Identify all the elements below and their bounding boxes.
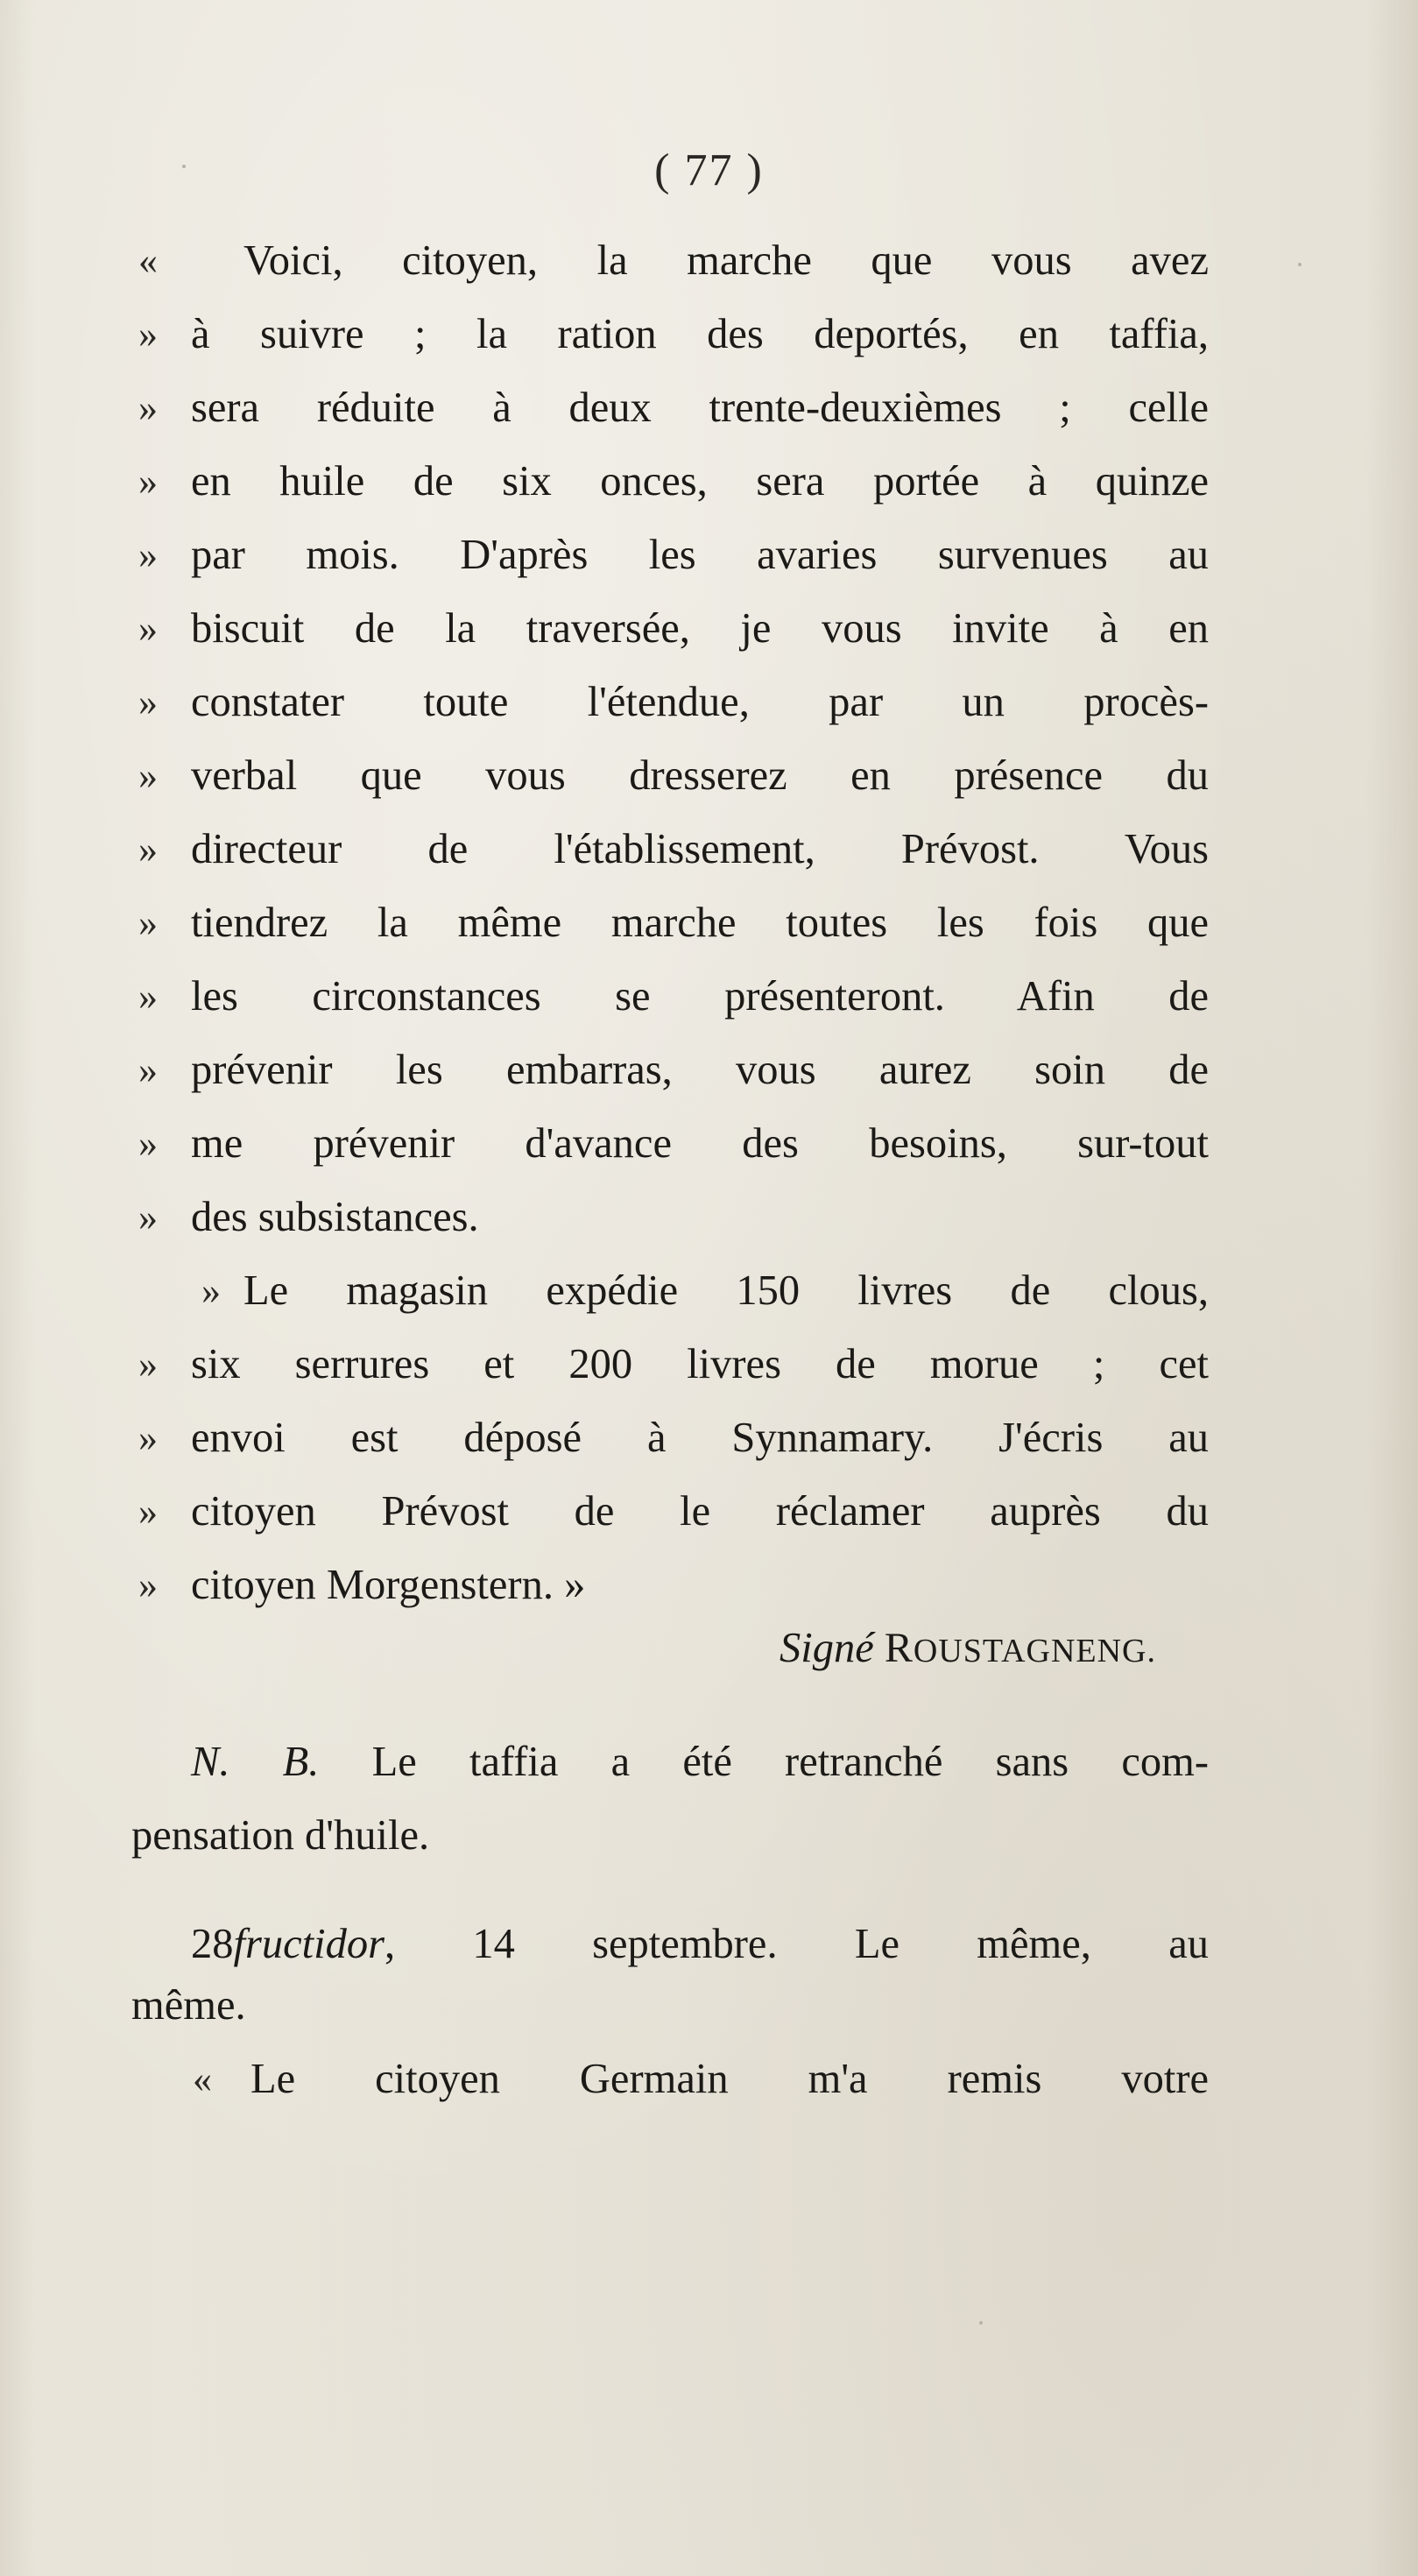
quote-mark: » (138, 1343, 158, 1386)
text-line: envoi est déposé à Synnamary. J'écris au (191, 1415, 1209, 1461)
quote-mark: « (193, 2057, 212, 2100)
text-line: Le magasin expédie 150 livres de clous, (243, 1267, 1209, 1314)
quote-mark: » (138, 1416, 158, 1459)
text-line: en huile de six onces, sera portée à quinze (191, 458, 1209, 505)
quote-mark: » (138, 1122, 158, 1165)
nb-label: N. B. (191, 1739, 320, 1785)
text-line: constater toute l'étendue, par un procès- (191, 679, 1209, 725)
text-line: des subsistances. (191, 1194, 479, 1240)
text-line: directeur de l'établissement, Prévost. Vous (191, 826, 1209, 872)
text-line: Voici, citoyen, la marche que vous avez (243, 237, 1209, 284)
quote-mark: » (138, 828, 158, 871)
quote-mark: » (138, 607, 158, 650)
quote-mark: » (138, 901, 158, 944)
paper-speck (979, 2321, 983, 2325)
signature-prefix: Signé (779, 1625, 874, 1671)
nb-line: N. B. Le taffia a été retranché sans com- (191, 1739, 1209, 1785)
text-line: Le citoyen Germain m'a remis votre (250, 2056, 1209, 2102)
text-line: citoyen Prévost de le réclamer auprès du (191, 1488, 1209, 1535)
quote-mark: » (138, 1048, 158, 1091)
quote-mark: » (138, 533, 158, 576)
quote-mark: » (138, 681, 158, 723)
text-line: biscuit de la traversée, je vous invite à en (191, 605, 1209, 652)
text-line: verbal que vous dresserez en présence du (191, 752, 1209, 799)
entry-header-line: 28fructidor, 14 septembre. Le même, au (191, 1921, 1209, 1967)
quote-mark: » (138, 1196, 158, 1239)
quote-mark: » (201, 1269, 221, 1312)
text-line: six serrures et 200 livres de morue ; cet (191, 1341, 1209, 1387)
quote-mark: » (138, 1563, 158, 1606)
paper-speck (1298, 263, 1302, 266)
quote-mark: » (138, 1490, 158, 1533)
entry-month: fructidor (233, 1921, 384, 1967)
text-line: citoyen Morgenstern. » (191, 1562, 586, 1608)
text-line: par mois. D'après les avaries survenues au (191, 532, 1209, 578)
text-line: prévenir les embarras, vous aurez soin de (191, 1047, 1209, 1093)
quote-mark: « (138, 239, 158, 282)
text-line: sera réduite à deux trente-deuxièmes ; celle (191, 385, 1209, 431)
text-line: tiendrez la même marche toutes les fois que (191, 900, 1209, 946)
quote-mark: » (138, 975, 158, 1018)
quote-mark: » (138, 313, 158, 356)
quote-mark: » (138, 386, 158, 429)
text-line: me prévenir d'avance des besoins, sur-tout (191, 1120, 1209, 1167)
quote-mark: » (138, 460, 158, 503)
paper-speck (182, 165, 186, 168)
entry-header-line: même. (131, 1982, 246, 2029)
quote-mark: » (138, 754, 158, 797)
signature (780, 1622, 1156, 1677)
nb-line: pensation d'huile. (131, 1812, 430, 1859)
signature-name: ROUSTAGNENG. (884, 1625, 1156, 1671)
text-line: les circonstances se présenteront. Afin de (191, 973, 1209, 1020)
page-number: ( 77 ) (654, 145, 764, 195)
text-line: à suivre ; la ration des deportés, en taffia, (191, 311, 1209, 357)
